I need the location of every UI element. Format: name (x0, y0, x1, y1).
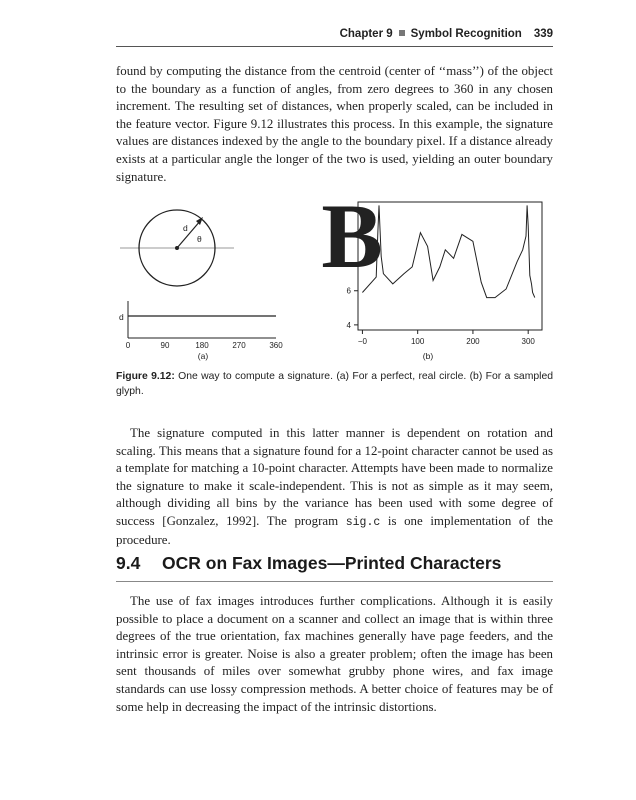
plot-frame (358, 202, 542, 330)
panel-b-x-tick-label: 300 (521, 337, 535, 346)
section-rule (116, 581, 553, 582)
running-head (116, 28, 553, 44)
angle-label: θ (197, 234, 202, 244)
panel-b-x-tick-label: 100 (410, 337, 425, 346)
header-rule (116, 46, 553, 47)
figure-9-12 (112, 192, 556, 364)
panel-a-x-tick-label: 270 (232, 341, 246, 350)
paragraph-2-text-after: is one implementation of the procedure. (116, 513, 553, 547)
sampled-glyph: B (321, 192, 383, 287)
separator-square-icon (399, 30, 405, 36)
panel-a (119, 210, 283, 361)
panel-b-x-tick-label: −0 (357, 337, 367, 346)
glyph-signature-line (362, 205, 534, 297)
panel-a-x-tick-label: 360 (269, 341, 283, 350)
caption-text: One way to compute a signature. (a) For a perfect, real circle. (b) For a sampled glyph. (116, 371, 553, 397)
section-number: 9.4 (116, 553, 141, 573)
radius-label: d (183, 223, 188, 233)
panel-b-y-tick-label: 6 (346, 286, 351, 296)
paragraph-1: found by computing the distance from the centroid (center of ‘‘mass’’) of the object to the boundary as a function of angles, from zero degrees to 360 in any chosen increment. The resulting set of distances, when properly scaled, can be included in the feature vector. Figure 9.12 illustrates this process. In this example, the signature values are distances indexed by the angle to the boundary pixel. If a distance already exists at a particular angle the longer of the two is used, yielding an outer boundary signature. (116, 64, 553, 184)
signature-y-label: d (119, 312, 124, 322)
panel-b-sublabel: (b) (422, 351, 434, 361)
caption-label: Figure 9.12: (116, 371, 175, 382)
panel-a-x-tick-label: 180 (195, 341, 209, 350)
panel-a-x-tick-label: 0 (125, 341, 131, 350)
figure-caption (116, 369, 553, 399)
chapter-title: Symbol Recognition (410, 28, 522, 40)
page-number: 339 (533, 28, 553, 40)
section-heading (116, 553, 553, 574)
section-title: OCR on Fax Images—Printed Characters (162, 553, 502, 573)
panel-b-x-tick-label: 200 (466, 337, 480, 346)
paragraph-2 (116, 425, 553, 549)
chapter-label: Chapter 9 (339, 28, 393, 40)
paragraph-2-text-before: The signature computed in this latter manner is dependent on rotation and scaling. This means that a signature found for a 12-point character cannot be used as a template for matching a 10-point character. Attempts have been made to normalize the signature to make it scale-independent. This is not as simple as it may seem, although dividing all bins by the variance has been used with some degree of success [Gonzalez, 1992]. The program (116, 426, 553, 528)
program-name: sig.c (345, 515, 381, 529)
panel-b-y-tick-label: 4 (346, 320, 351, 330)
panel-b (321, 192, 542, 361)
paragraph-3: The use of fax images introduces further complications. Although it is easily possible to place a document on a scanner and collect an image that is within three degrees of the true orientation, fax machines generally have page feeders, and the intrinsic error is greater. Noise is also a greater problem; often the image has been sent thousands of miles over somewhat grubby phone wires, and fax image standards can use lossy compression methods. A better choice of features may be of some help in decreasing the impact of the intrinsic distortions. (116, 594, 553, 714)
panel-a-x-tick-label: 90 (160, 341, 170, 350)
panel-a-sublabel: (a) (197, 351, 209, 361)
